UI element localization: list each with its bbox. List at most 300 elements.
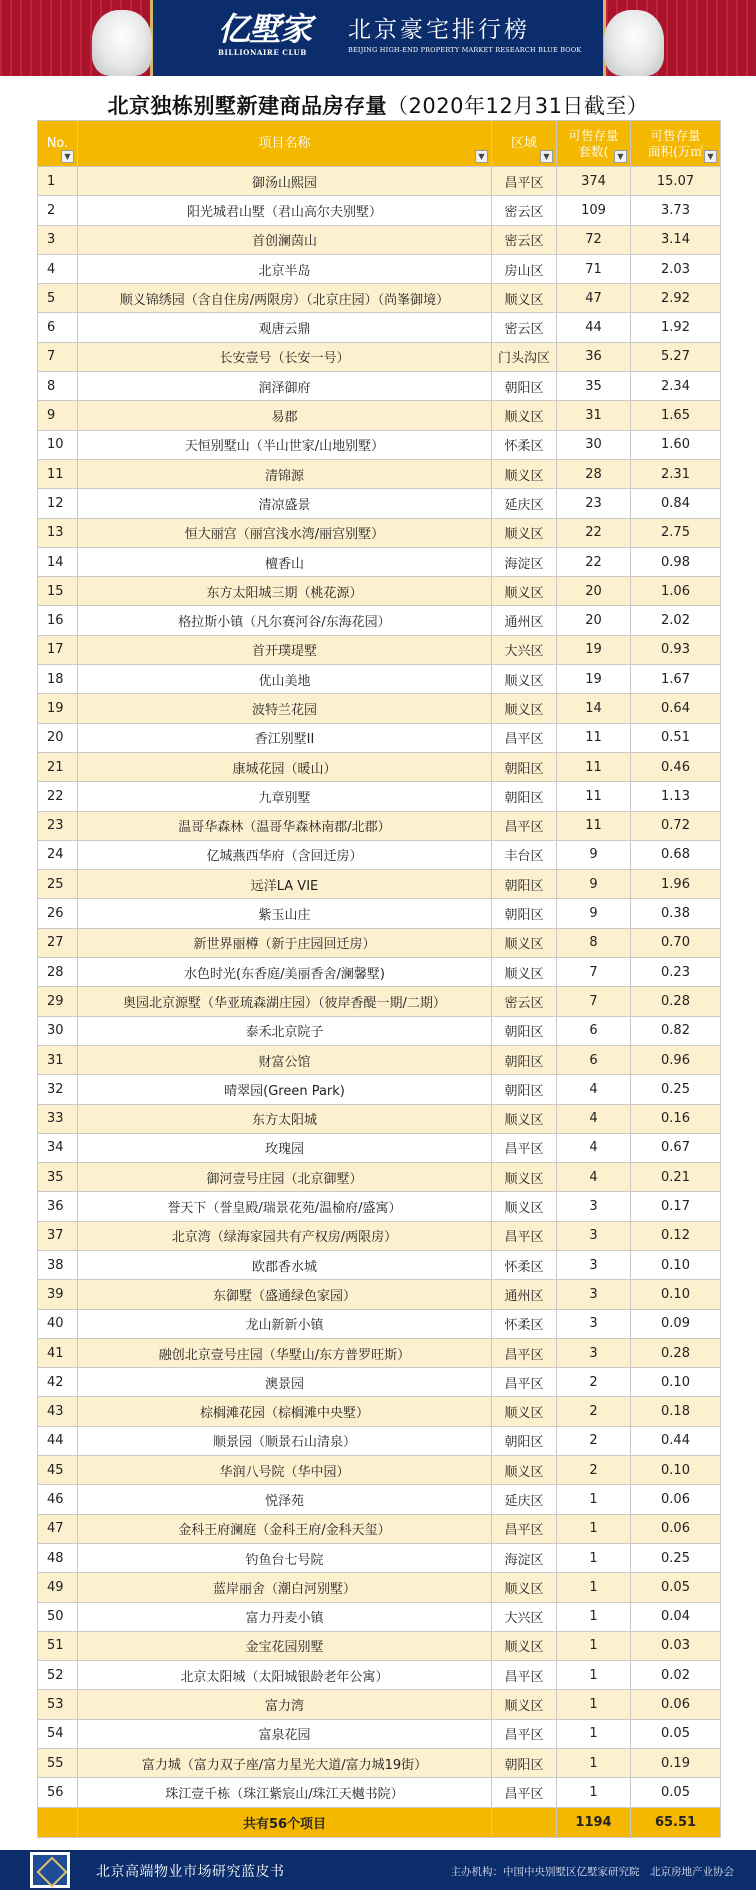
row-area: 0.96	[631, 1045, 721, 1074]
row-no: 10	[38, 430, 78, 459]
row-project-name: 润泽御府	[78, 372, 492, 401]
table-row	[38, 1456, 721, 1485]
row-district: 怀柔区	[492, 1250, 557, 1279]
row-no: 44	[38, 1426, 78, 1455]
row-count: 6	[557, 1016, 631, 1045]
row-count: 3	[557, 1221, 631, 1250]
page-title	[0, 90, 756, 120]
row-no: 2	[38, 196, 78, 225]
row-district: 昌平区	[492, 1778, 557, 1807]
row-no: 3	[38, 225, 78, 254]
row-project-name: 檀香山	[78, 547, 492, 576]
footer-organizers: 主办机构：中国中央别墅区亿墅家研究院 北京房地产业协会	[450, 1866, 734, 1878]
row-project-name: 远洋LA VIE	[78, 870, 492, 899]
row-no: 17	[38, 635, 78, 664]
row-project-name: 富力城（富力双子座/富力星光大道/富力城19街）	[78, 1749, 492, 1778]
row-project-name: 珠江壹千栋（珠江紫宸山/珠江天樾书院）	[78, 1778, 492, 1807]
row-no: 29	[38, 987, 78, 1016]
row-area: 2.03	[631, 254, 721, 283]
row-count: 31	[557, 401, 631, 430]
row-project-name: 奥园北京源墅（华亚琉森湖庄园）（彼岸香醍一期/二期）	[78, 987, 492, 1016]
filter-dropdown-icon[interactable]: ▼	[475, 150, 488, 163]
row-no: 31	[38, 1045, 78, 1074]
row-area: 0.03	[631, 1631, 721, 1660]
row-no: 46	[38, 1485, 78, 1514]
row-count: 1	[557, 1778, 631, 1807]
table-row	[38, 1163, 721, 1192]
stone-lion-left-icon	[92, 10, 152, 76]
table-row	[38, 1192, 721, 1221]
table-row	[38, 225, 721, 254]
row-no: 50	[38, 1602, 78, 1631]
row-count: 72	[557, 225, 631, 254]
row-count: 3	[557, 1309, 631, 1338]
row-no: 51	[38, 1631, 78, 1660]
row-count: 20	[557, 606, 631, 635]
row-no: 14	[38, 547, 78, 576]
row-district: 大兴区	[492, 1602, 557, 1631]
row-count: 1	[557, 1543, 631, 1572]
table-row	[38, 665, 721, 694]
row-count: 4	[557, 1075, 631, 1104]
row-project-name: 北京半岛	[78, 254, 492, 283]
row-project-name: 首开璞瑅墅	[78, 635, 492, 664]
table-row	[38, 547, 721, 576]
row-district: 门头沟区	[492, 342, 557, 371]
row-no: 45	[38, 1456, 78, 1485]
row-project-name: 澳景园	[78, 1368, 492, 1397]
row-area: 0.25	[631, 1543, 721, 1572]
row-count: 4	[557, 1104, 631, 1133]
total-area: 65.51	[631, 1807, 721, 1837]
row-no: 37	[38, 1221, 78, 1250]
col-header-district: 区域 ▼	[492, 121, 557, 167]
table-row	[38, 284, 721, 313]
table-row	[38, 1573, 721, 1602]
table-row	[38, 1045, 721, 1074]
row-area: 0.04	[631, 1602, 721, 1631]
row-no: 47	[38, 1514, 78, 1543]
row-count: 1	[557, 1749, 631, 1778]
row-area: 15.07	[631, 167, 721, 196]
row-district: 昌平区	[492, 1514, 557, 1543]
row-district: 顺义区	[492, 1397, 557, 1426]
row-no: 27	[38, 928, 78, 957]
row-area: 0.25	[631, 1075, 721, 1104]
row-area: 1.60	[631, 430, 721, 459]
row-area: 0.17	[631, 1192, 721, 1221]
row-no: 56	[38, 1778, 78, 1807]
row-project-name: 东方太阳城三期（桃花源）	[78, 577, 492, 606]
row-no: 34	[38, 1133, 78, 1162]
table-row	[38, 870, 721, 899]
table-row	[38, 1426, 721, 1455]
row-count: 2	[557, 1456, 631, 1485]
row-no: 53	[38, 1690, 78, 1719]
table-row	[38, 1104, 721, 1133]
row-district: 朝阳区	[492, 372, 557, 401]
row-district: 顺义区	[492, 694, 557, 723]
logo-en: BILLIONAIRE CLUB	[218, 48, 307, 57]
total-row	[38, 1807, 721, 1837]
row-count: 1	[557, 1485, 631, 1514]
row-count: 1	[557, 1573, 631, 1602]
table-row	[38, 899, 721, 928]
row-count: 374	[557, 167, 631, 196]
row-no: 24	[38, 840, 78, 869]
row-area: 0.93	[631, 635, 721, 664]
row-project-name: 格拉斯小镇（凡尔赛河谷/东海花园）	[78, 606, 492, 635]
table-row	[38, 342, 721, 371]
row-count: 14	[557, 694, 631, 723]
row-project-name: 观唐云鼎	[78, 313, 492, 342]
row-no: 54	[38, 1719, 78, 1748]
row-district: 顺义区	[492, 284, 557, 313]
row-count: 30	[557, 430, 631, 459]
row-district: 昌平区	[492, 1221, 557, 1250]
row-district: 顺义区	[492, 1690, 557, 1719]
row-area: 0.51	[631, 723, 721, 752]
row-project-name: 富泉花园	[78, 1719, 492, 1748]
row-project-name: 玫瑰园	[78, 1133, 492, 1162]
row-count: 3	[557, 1280, 631, 1309]
col-header-name: 项目名称 ▼	[78, 121, 492, 167]
table-row	[38, 1661, 721, 1690]
row-project-name: 御汤山熙园	[78, 167, 492, 196]
row-project-name: 顺景园（顺景石山清泉）	[78, 1426, 492, 1455]
row-count: 11	[557, 723, 631, 752]
row-project-name: 易郡	[78, 401, 492, 430]
row-count: 2	[557, 1426, 631, 1455]
row-project-name: 富力丹麦小镇	[78, 1602, 492, 1631]
row-project-name: 新世界丽樽（新于庄园回迁房）	[78, 928, 492, 957]
table-row	[38, 1778, 721, 1807]
row-area: 3.73	[631, 196, 721, 225]
table-body	[38, 167, 721, 1808]
footer-bar	[0, 1850, 756, 1890]
row-no: 13	[38, 518, 78, 547]
row-area: 0.21	[631, 1163, 721, 1192]
row-district: 海淀区	[492, 547, 557, 576]
row-project-name: 清锦源	[78, 459, 492, 488]
row-count: 11	[557, 752, 631, 781]
row-no: 52	[38, 1661, 78, 1690]
table-row	[38, 811, 721, 840]
row-project-name: 龙山新新小镇	[78, 1309, 492, 1338]
table-row	[38, 1133, 721, 1162]
row-count: 9	[557, 899, 631, 928]
table-row	[38, 1690, 721, 1719]
row-project-name: 悦泽苑	[78, 1485, 492, 1514]
row-no: 22	[38, 782, 78, 811]
row-project-name: 水色时光(东香庭/美丽香舍/澜馨墅)	[78, 958, 492, 987]
row-project-name: 金宝花园别墅	[78, 1631, 492, 1660]
row-no: 28	[38, 958, 78, 987]
row-no: 40	[38, 1309, 78, 1338]
row-no: 15	[38, 577, 78, 606]
emblem-icon	[30, 1852, 70, 1888]
table-row	[38, 1221, 721, 1250]
row-count: 11	[557, 782, 631, 811]
row-count: 1	[557, 1631, 631, 1660]
row-count: 3	[557, 1338, 631, 1367]
row-district: 顺义区	[492, 401, 557, 430]
row-project-name: 金科王府澜庭（金科王府/金科天玺）	[78, 1514, 492, 1543]
table-row	[38, 1309, 721, 1338]
row-area: 0.84	[631, 489, 721, 518]
row-no: 43	[38, 1397, 78, 1426]
title-main: 北京独栋别墅新建商品房存量	[107, 94, 388, 118]
row-project-name: 财富公馆	[78, 1045, 492, 1074]
row-district: 密云区	[492, 225, 557, 254]
row-area: 2.31	[631, 459, 721, 488]
row-area: 0.06	[631, 1485, 721, 1514]
row-area: 0.09	[631, 1309, 721, 1338]
row-no: 8	[38, 372, 78, 401]
row-count: 4	[557, 1133, 631, 1162]
row-no: 36	[38, 1192, 78, 1221]
table-row	[38, 752, 721, 781]
row-no: 9	[38, 401, 78, 430]
row-no: 18	[38, 665, 78, 694]
row-count: 7	[557, 958, 631, 987]
table-row	[38, 1485, 721, 1514]
row-count: 47	[557, 284, 631, 313]
row-count: 28	[557, 459, 631, 488]
row-project-name: 誉天下（誉皇殿/瑞景花苑/温榆府/盛寓）	[78, 1192, 492, 1221]
row-count: 20	[557, 577, 631, 606]
row-district: 丰台区	[492, 840, 557, 869]
table-row	[38, 1602, 721, 1631]
row-project-name: 北京太阳城（太阳城银龄老年公寓）	[78, 1661, 492, 1690]
total-district-blank	[492, 1807, 557, 1837]
row-district: 昌平区	[492, 1133, 557, 1162]
row-district: 昌平区	[492, 1719, 557, 1748]
row-project-name: 钓鱼台七号院	[78, 1543, 492, 1572]
table-row	[38, 840, 721, 869]
row-count: 23	[557, 489, 631, 518]
row-count: 44	[557, 313, 631, 342]
row-area: 1.96	[631, 870, 721, 899]
row-no: 42	[38, 1368, 78, 1397]
row-count: 1	[557, 1690, 631, 1719]
table-row	[38, 577, 721, 606]
row-area: 0.38	[631, 899, 721, 928]
header-banner	[0, 0, 756, 76]
table-row	[38, 401, 721, 430]
row-district: 怀柔区	[492, 430, 557, 459]
row-no: 23	[38, 811, 78, 840]
row-area: 1.13	[631, 782, 721, 811]
row-area: 0.18	[631, 1397, 721, 1426]
row-area: 2.34	[631, 372, 721, 401]
row-district: 顺义区	[492, 1456, 557, 1485]
row-district: 顺义区	[492, 459, 557, 488]
table-row	[38, 430, 721, 459]
row-district: 昌平区	[492, 1338, 557, 1367]
filter-dropdown-icon[interactable]: ▼	[540, 150, 553, 163]
row-area: 0.05	[631, 1778, 721, 1807]
row-district: 延庆区	[492, 489, 557, 518]
row-district: 怀柔区	[492, 1309, 557, 1338]
row-district: 顺义区	[492, 928, 557, 957]
row-count: 2	[557, 1397, 631, 1426]
row-count: 1	[557, 1514, 631, 1543]
row-area: 0.67	[631, 1133, 721, 1162]
header-row	[38, 121, 721, 167]
row-count: 36	[557, 342, 631, 371]
row-no: 19	[38, 694, 78, 723]
table-row	[38, 1514, 721, 1543]
row-project-name: 御河壹号庄园（北京御墅）	[78, 1163, 492, 1192]
row-count: 4	[557, 1163, 631, 1192]
row-area: 0.02	[631, 1661, 721, 1690]
table-row	[38, 635, 721, 664]
table-row	[38, 987, 721, 1016]
row-area: 0.44	[631, 1426, 721, 1455]
row-count: 8	[557, 928, 631, 957]
row-project-name: 华润八号院（华中园）	[78, 1456, 492, 1485]
row-project-name: 恒大丽宫（丽宫浅水湾/丽宫别墅）	[78, 518, 492, 547]
row-area: 1.67	[631, 665, 721, 694]
table-row	[38, 372, 721, 401]
inventory-table-wrap	[37, 120, 720, 1838]
row-no: 20	[38, 723, 78, 752]
row-district: 顺义区	[492, 665, 557, 694]
logo-cn: 亿墅家	[218, 10, 312, 48]
row-district: 密云区	[492, 196, 557, 225]
row-area: 0.68	[631, 840, 721, 869]
row-no: 7	[38, 342, 78, 371]
row-no: 16	[38, 606, 78, 635]
row-project-name: 顺义锦绣园（含自住房/两限房）（北京庄园）（尚峯御境）	[78, 284, 492, 313]
row-area: 0.64	[631, 694, 721, 723]
row-district: 朝阳区	[492, 1426, 557, 1455]
brand-logo	[218, 10, 338, 64]
row-area: 2.02	[631, 606, 721, 635]
row-district: 朝阳区	[492, 1016, 557, 1045]
row-area: 0.19	[631, 1749, 721, 1778]
row-area: 0.98	[631, 547, 721, 576]
row-area: 0.05	[631, 1573, 721, 1602]
row-district: 顺义区	[492, 1192, 557, 1221]
table-row	[38, 1338, 721, 1367]
row-project-name: 康城花园（暖山）	[78, 752, 492, 781]
row-district: 昌平区	[492, 1661, 557, 1690]
row-project-name: 阳光城君山墅（君山高尔夫别墅）	[78, 196, 492, 225]
filter-dropdown-icon[interactable]: ▼	[704, 150, 717, 163]
row-count: 19	[557, 665, 631, 694]
row-project-name: 清凉盛景	[78, 489, 492, 518]
row-count: 2	[557, 1368, 631, 1397]
row-count: 71	[557, 254, 631, 283]
row-count: 22	[557, 547, 631, 576]
row-district: 房山区	[492, 254, 557, 283]
row-district: 顺义区	[492, 1631, 557, 1660]
row-district: 昌平区	[492, 811, 557, 840]
row-area: 0.72	[631, 811, 721, 840]
row-count: 3	[557, 1192, 631, 1221]
row-district: 密云区	[492, 987, 557, 1016]
table-row	[38, 1631, 721, 1660]
table-row	[38, 1250, 721, 1279]
row-area: 0.28	[631, 1338, 721, 1367]
total-count: 1194	[557, 1807, 631, 1837]
row-project-name: 波特兰花园	[78, 694, 492, 723]
row-no: 32	[38, 1075, 78, 1104]
row-area: 0.70	[631, 928, 721, 957]
row-district: 顺义区	[492, 958, 557, 987]
row-project-name: 亿城燕西华府（含回迁房）	[78, 840, 492, 869]
row-no: 11	[38, 459, 78, 488]
row-project-name: 首创澜茵山	[78, 225, 492, 254]
row-no: 6	[38, 313, 78, 342]
row-district: 朝阳区	[492, 899, 557, 928]
row-district: 朝阳区	[492, 1045, 557, 1074]
row-no: 1	[38, 167, 78, 196]
row-count: 35	[557, 372, 631, 401]
row-project-name: 欧郡香水城	[78, 1250, 492, 1279]
row-district: 顺义区	[492, 1104, 557, 1133]
row-project-name: 香江别墅II	[78, 723, 492, 752]
col-header-no: No. ▼	[38, 121, 78, 167]
row-no: 26	[38, 899, 78, 928]
row-district: 通州区	[492, 1280, 557, 1309]
filter-dropdown-icon[interactable]: ▼	[614, 150, 627, 163]
row-count: 3	[557, 1250, 631, 1279]
row-district: 顺义区	[492, 518, 557, 547]
row-area: 0.46	[631, 752, 721, 781]
row-project-name: 九章别墅	[78, 782, 492, 811]
row-no: 25	[38, 870, 78, 899]
col-header-area: 可售存量 面积(万㎡ ▼	[631, 121, 721, 167]
row-area: 0.06	[631, 1514, 721, 1543]
banner-title	[348, 14, 598, 54]
row-no: 38	[38, 1250, 78, 1279]
inventory-table	[37, 120, 721, 1838]
row-project-name: 天恒别墅山（半山世家/山地别墅）	[78, 430, 492, 459]
row-count: 1	[557, 1719, 631, 1748]
table-row	[38, 782, 721, 811]
row-area: 0.16	[631, 1104, 721, 1133]
row-area: 0.05	[631, 1719, 721, 1748]
row-no: 30	[38, 1016, 78, 1045]
row-no: 41	[38, 1338, 78, 1367]
row-no: 21	[38, 752, 78, 781]
row-no: 12	[38, 489, 78, 518]
table-row	[38, 928, 721, 957]
table-row	[38, 167, 721, 196]
row-count: 19	[557, 635, 631, 664]
row-area: 3.14	[631, 225, 721, 254]
banner-title-cn: 北京豪宅排行榜	[348, 17, 530, 43]
row-district: 大兴区	[492, 635, 557, 664]
table-row	[38, 606, 721, 635]
filter-dropdown-icon[interactable]: ▼	[61, 150, 74, 163]
row-no: 5	[38, 284, 78, 313]
row-district: 顺义区	[492, 1163, 557, 1192]
table-row	[38, 254, 721, 283]
row-district: 昌平区	[492, 1368, 557, 1397]
row-area: 0.10	[631, 1250, 721, 1279]
row-district: 海淀区	[492, 1543, 557, 1572]
footer-book-title: 北京高端物业市场研究蓝皮书	[96, 1864, 285, 1880]
row-project-name: 融创北京壹号庄园（华墅山/东方普罗旺斯）	[78, 1338, 492, 1367]
table-row	[38, 1016, 721, 1045]
table-row	[38, 1749, 721, 1778]
table-row	[38, 489, 721, 518]
row-area: 0.28	[631, 987, 721, 1016]
